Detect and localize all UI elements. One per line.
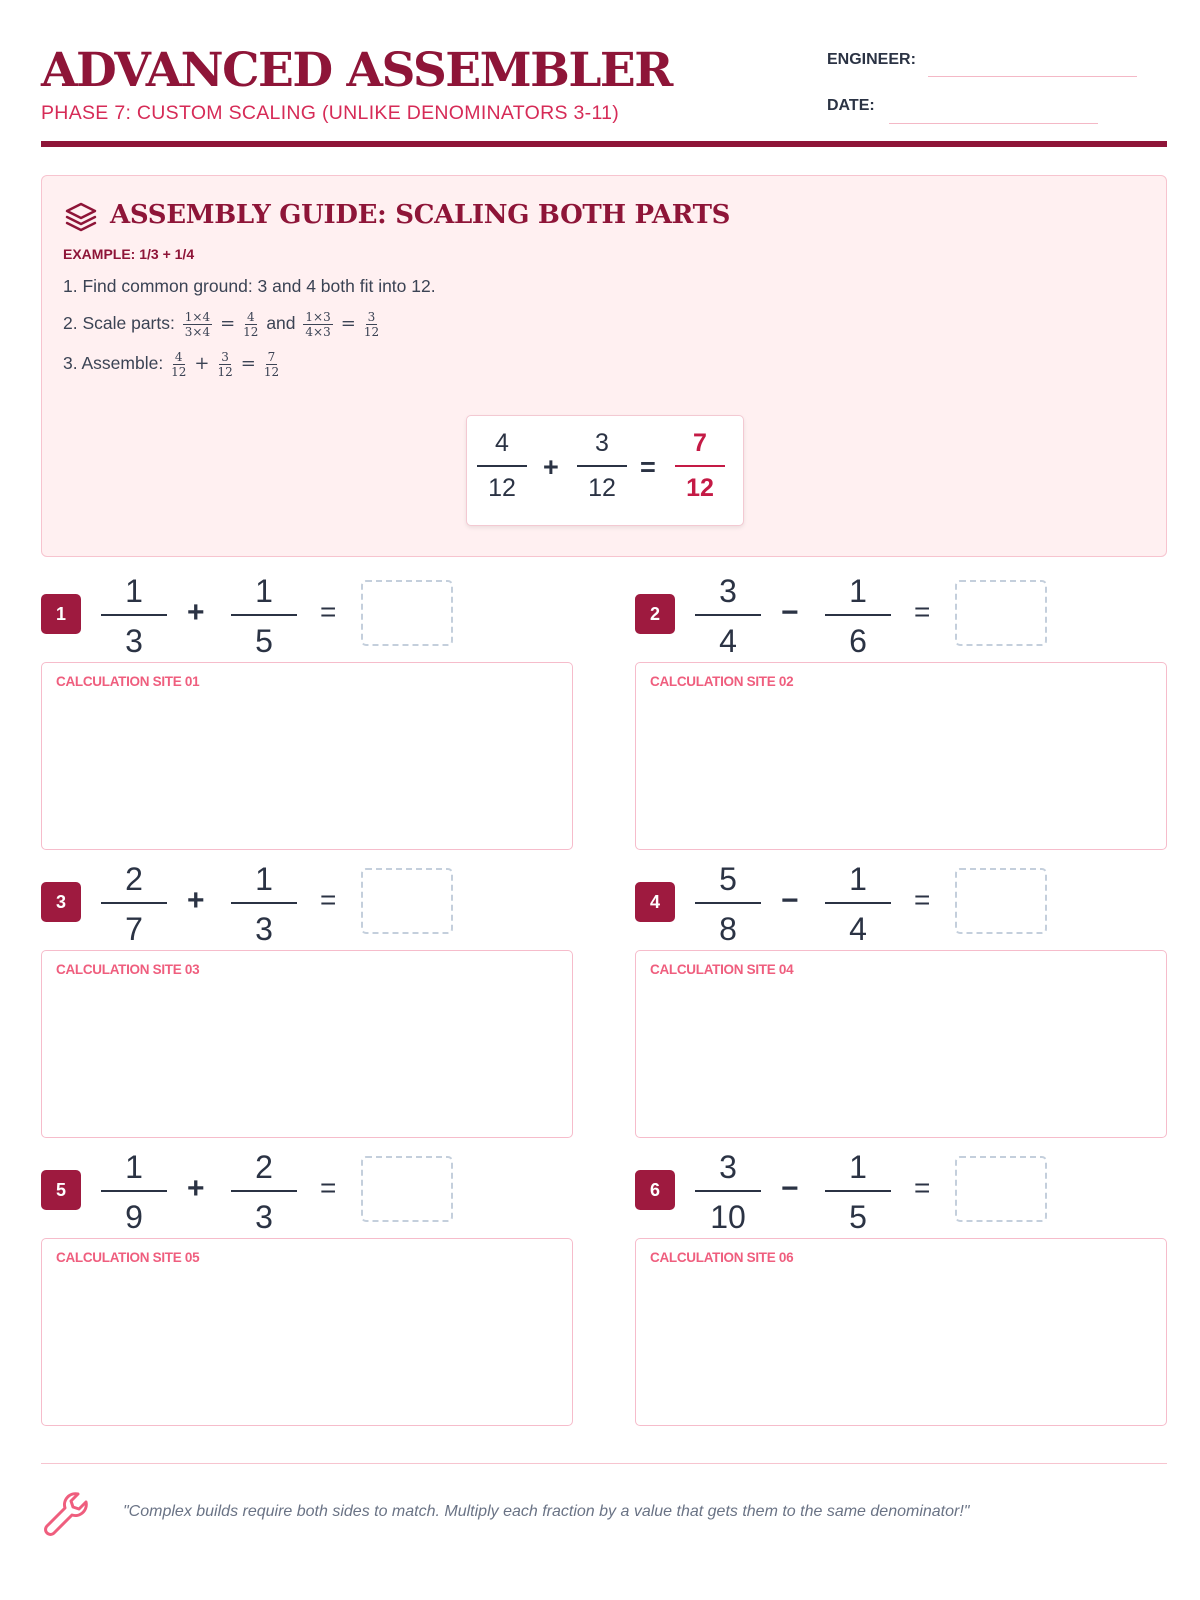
fraction-a [695, 570, 761, 662]
fraction-numerator: 4 [246, 310, 255, 324]
answer-box[interactable] [361, 580, 453, 646]
header-divider [41, 141, 1167, 147]
fraction-numerator: 4 [174, 350, 183, 364]
fraction-numerator: 1 [255, 573, 273, 609]
fraction-bar [695, 614, 761, 616]
operator-sign: + [187, 1172, 205, 1205]
fraction-denominator: 4×3 [305, 325, 331, 339]
example-fraction-b [577, 426, 627, 505]
problem-number-badge: 1 [41, 594, 81, 634]
step-2-fraction [243, 310, 258, 339]
step-2-and: and [266, 313, 296, 334]
fraction-denominator: 7 [125, 911, 143, 947]
fraction-bar [825, 902, 891, 904]
fraction-denominator: 3 [255, 911, 273, 947]
fraction-b [825, 570, 891, 662]
fraction-numerator: 3 [595, 429, 609, 457]
plus-sign: + [194, 353, 210, 375]
engineer-field[interactable] [928, 76, 1137, 77]
fraction-numerator: 1 [125, 1149, 143, 1185]
fraction-numerator: 1×3 [305, 310, 331, 324]
equals-sign: = [340, 313, 356, 335]
fraction-a [695, 858, 761, 950]
fraction-a [695, 1146, 761, 1238]
problem-number-badge: 2 [635, 594, 675, 634]
fraction-denominator: 8 [719, 911, 737, 947]
equals-sign: = [320, 596, 337, 627]
fraction-denominator: 12 [363, 325, 380, 339]
fraction-denominator: 12 [243, 325, 259, 339]
calculation-site[interactable] [635, 950, 1167, 1138]
fraction-numerator: 1×4 [184, 310, 211, 324]
fraction-denominator: 3 [125, 623, 143, 659]
answer-box[interactable] [361, 1156, 453, 1222]
calculation-site-label: CALCULATION SITE 01 [56, 674, 200, 689]
fraction-numerator: 2 [125, 861, 143, 897]
example-fraction-a [477, 426, 527, 505]
operator-sign: + [187, 596, 205, 629]
fraction-numerator: 3 [719, 573, 737, 609]
answer-box[interactable] [361, 868, 453, 934]
fraction-numerator: 7 [693, 429, 707, 457]
fraction-denominator: 12 [171, 365, 187, 379]
fraction-denominator: 5 [849, 1199, 867, 1235]
calculation-site-label: CALCULATION SITE 05 [56, 1250, 200, 1265]
example-label: EXAMPLE: 1/3 + 1/4 [63, 246, 195, 262]
page-title: ADVANCED ASSEMBLER [41, 43, 672, 98]
step-2-fraction [303, 310, 332, 339]
fraction-bar [695, 1190, 761, 1192]
plus-sign: + [543, 452, 559, 482]
calculation-site[interactable] [41, 1238, 573, 1426]
equals-sign: = [914, 596, 931, 627]
calculation-site[interactable] [635, 1238, 1167, 1426]
step-3-fraction [171, 350, 186, 379]
fraction-bar [825, 1190, 891, 1192]
step-3-fraction [217, 350, 232, 379]
fraction-denominator: 12 [488, 474, 516, 502]
fraction-bar [675, 465, 725, 467]
page-subtitle: PHASE 7: CUSTOM SCALING (UNLIKE DENOMINATORS 3-11) [41, 102, 620, 124]
fraction-a [101, 1146, 167, 1238]
fraction-numerator: 1 [849, 573, 867, 609]
fraction-numerator: 1 [255, 861, 273, 897]
engineer-label: ENGINEER: [827, 51, 916, 68]
answer-box[interactable] [955, 580, 1047, 646]
fraction-numerator: 3 [719, 1149, 737, 1185]
fraction-denominator: 12 [217, 365, 233, 379]
fraction-denominator: 4 [849, 911, 867, 947]
equals-sign: = [320, 1172, 337, 1203]
fraction-bar [695, 902, 761, 904]
fraction-b [231, 570, 297, 662]
fraction-b [825, 1146, 891, 1238]
problem-number-badge: 4 [635, 882, 675, 922]
step-1: 1. Find common ground: 3 and 4 both fit into 12. [63, 276, 436, 296]
example-result-fraction [675, 426, 725, 505]
answer-box[interactable] [955, 1156, 1047, 1222]
fraction-numerator: 1 [849, 861, 867, 897]
fraction-numerator: 1 [849, 1149, 867, 1185]
fraction-numerator: 5 [719, 861, 737, 897]
calculation-site-label: CALCULATION SITE 03 [56, 962, 200, 977]
calculation-site-label: CALCULATION SITE 02 [650, 674, 794, 689]
equals-sign: = [220, 313, 236, 335]
fraction-bar [231, 614, 297, 616]
fraction-denominator: 3×4 [184, 325, 211, 339]
fraction-bar [101, 614, 167, 616]
guide-title: ASSEMBLY GUIDE: SCALING BOTH PARTS [110, 200, 731, 230]
fraction-denominator: 12 [263, 365, 280, 379]
step-3-fraction [264, 350, 279, 379]
operator-sign: + [187, 884, 205, 917]
step-2 [63, 310, 382, 339]
problem-number-badge: 6 [635, 1170, 675, 1210]
fraction-bar [477, 465, 527, 467]
fraction-b [231, 1146, 297, 1238]
calculation-site[interactable] [41, 662, 573, 850]
operator-sign: − [781, 1172, 799, 1205]
wrench-icon [40, 1488, 92, 1540]
layers-icon [64, 200, 98, 234]
fraction-bar [101, 902, 167, 904]
fraction-numerator: 3 [221, 350, 229, 364]
fraction-denominator: 10 [710, 1199, 746, 1235]
fraction-bar [577, 465, 627, 467]
step-2-fraction [183, 310, 212, 339]
date-field[interactable] [889, 123, 1098, 124]
fraction-a [101, 570, 167, 662]
fraction-bar [231, 1190, 297, 1192]
worksheet-header [41, 42, 1167, 148]
operator-sign: − [781, 884, 799, 917]
fraction-b [825, 858, 891, 950]
answer-box[interactable] [955, 868, 1047, 934]
fraction-denominator: 5 [255, 623, 273, 659]
step-3-prefix: 3. Assemble: [63, 353, 164, 374]
footer-quote: "Complex builds require both sides to match. Multiply each fraction by a value that gets them to the same denominator!" [123, 1503, 970, 1520]
step-2-fraction [364, 310, 379, 339]
fraction-denominator: 12 [588, 474, 616, 502]
step-3 [63, 350, 282, 379]
fraction-denominator: 4 [719, 623, 737, 659]
fraction-bar [825, 614, 891, 616]
equals-sign: = [240, 353, 256, 375]
fraction-bar [231, 902, 297, 904]
calculation-site-label: CALCULATION SITE 06 [650, 1250, 794, 1265]
fraction-numerator: 7 [267, 350, 276, 364]
fraction-denominator: 6 [849, 623, 867, 659]
fraction-numerator: 1 [125, 573, 143, 609]
equals-sign: = [914, 884, 931, 915]
fraction-denominator: 12 [686, 474, 714, 502]
equals-sign: = [914, 1172, 931, 1203]
date-label: DATE: [827, 97, 875, 114]
calculation-site-label: CALCULATION SITE 04 [650, 962, 794, 977]
calculation-site[interactable] [635, 662, 1167, 850]
footer-divider [41, 1463, 1167, 1464]
fraction-denominator: 3 [255, 1199, 273, 1235]
problem-number-badge: 5 [41, 1170, 81, 1210]
example-card [466, 415, 744, 526]
assembly-guide [41, 175, 1167, 557]
equals-sign: = [320, 884, 337, 915]
fraction-numerator: 3 [367, 310, 376, 324]
problem-number-badge: 3 [41, 882, 81, 922]
fraction-denominator: 9 [125, 1199, 143, 1235]
fraction-a [101, 858, 167, 950]
step-2-prefix: 2. Scale parts: [63, 313, 175, 334]
operator-sign: − [781, 596, 799, 629]
fraction-numerator: 4 [495, 429, 509, 457]
fraction-numerator: 2 [255, 1149, 273, 1185]
fraction-bar [101, 1190, 167, 1192]
fraction-b [231, 858, 297, 950]
equals-sign: = [640, 452, 656, 482]
calculation-site[interactable] [41, 950, 573, 1138]
